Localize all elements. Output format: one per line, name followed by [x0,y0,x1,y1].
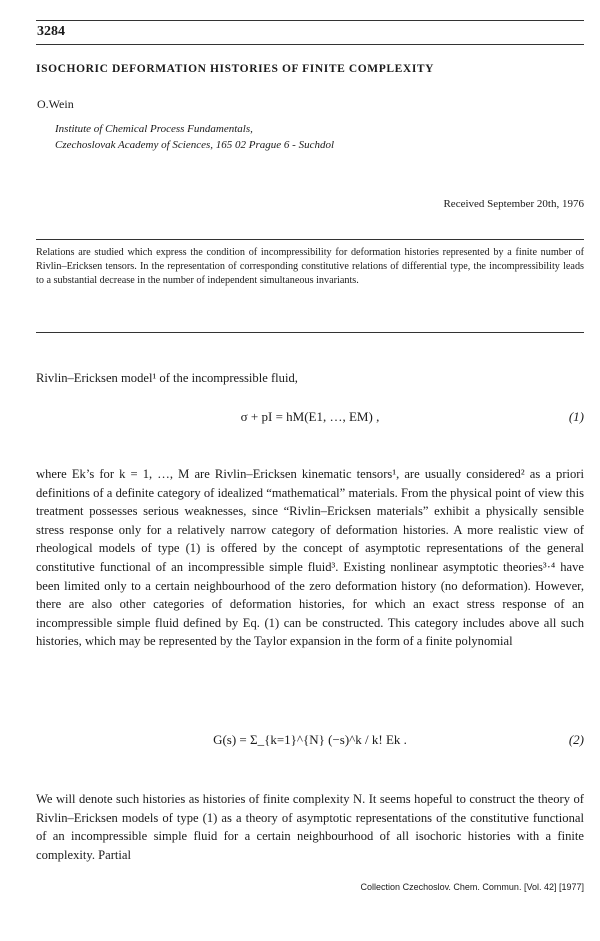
journal-citation-footer: Collection Czechoslov. Chem. Commun. [Vol. 42] [1977] [360,882,584,892]
article-title: ISOCHORIC DEFORMATION HISTORIES OF FINITE COMPLEXITY [36,63,435,75]
abstract-top-rule [36,239,584,240]
abstract-text: Relations are studied which express the condition of incompressibility for deformation histories represented by a finite number of Rivlin–Ericksen tensors. In the representation of corresponding constitutive relations of differential type, the incompressibility leads to a substantial decrease in the number of independent simultaneous invariants. [36,247,584,287]
equation-2-number: (2) [568,732,584,747]
affiliation-line-1: Institute of Chemical Process Fundamentals, [55,123,253,135]
body-paragraph-3: We will denote such histories as histories of finite complexity N. It seems hopeful to construct the theory of Rivlin–Ericksen models of type (1) as a theory of asymptotic representations of the constitutive functional of an incompressible simple fluid for a certain neighbourhood of all isochoric histories with a finite complexity. Partial [36,792,584,862]
author-name: O.Wein [37,97,74,111]
equation-1-body: σ + pI = hM(E1, …, EM) , [240,409,380,424]
equation-2-body: G(s) = Σ_{k=1}^{N} (−s)^k / k! Ek . [213,732,407,747]
body-paragraph-1: Rivlin–Ericksen model¹ of the incompressible fluid, [36,371,298,385]
header-rule [36,44,584,45]
equation-1-number: (1) [568,409,584,424]
top-rule [36,20,584,21]
abstract-bottom-rule [36,332,584,333]
body-paragraph-2: where Ek’s for k = 1, …, M are Rivlin–Ericksen kinematic tensors¹, are usually considered² as a priori definitions of a definite category of idealized “mathematical” materials. From the physical point of view this treatment possesses serious weaknesses, since “Rivlin–Ericksen materials” exhibit a physically sensible stress response only for a relatively narrow category of deformation histories. A more realistic view of rheological models of type (1) is offered by the concept of asymptotic representations of the general constitutive functional of an incompressible simple fluid³. Existing nonlinear asymptotic theories³·⁴ have been limited only to a certain neighbourhood of the zero deformation history (no deformation). However, there are also other categories of deformation histories, for which an exact stress response of an incompressible simple fluid defined by Eq. (1) can be constructed. This category includes above all such histories, which may be represented by the Taylor expansion in the form of a finite polynomial [36,467,584,649]
affiliation-line-2: Czechoslovak Academy of Sciences, 165 02 Prague 6 - Suchdol [55,139,335,151]
received-date: Received September 20th, 1976 [443,198,584,210]
equation-2 [36,718,584,766]
page-number: 3284 [37,24,65,39]
equation-1 [36,405,584,435]
